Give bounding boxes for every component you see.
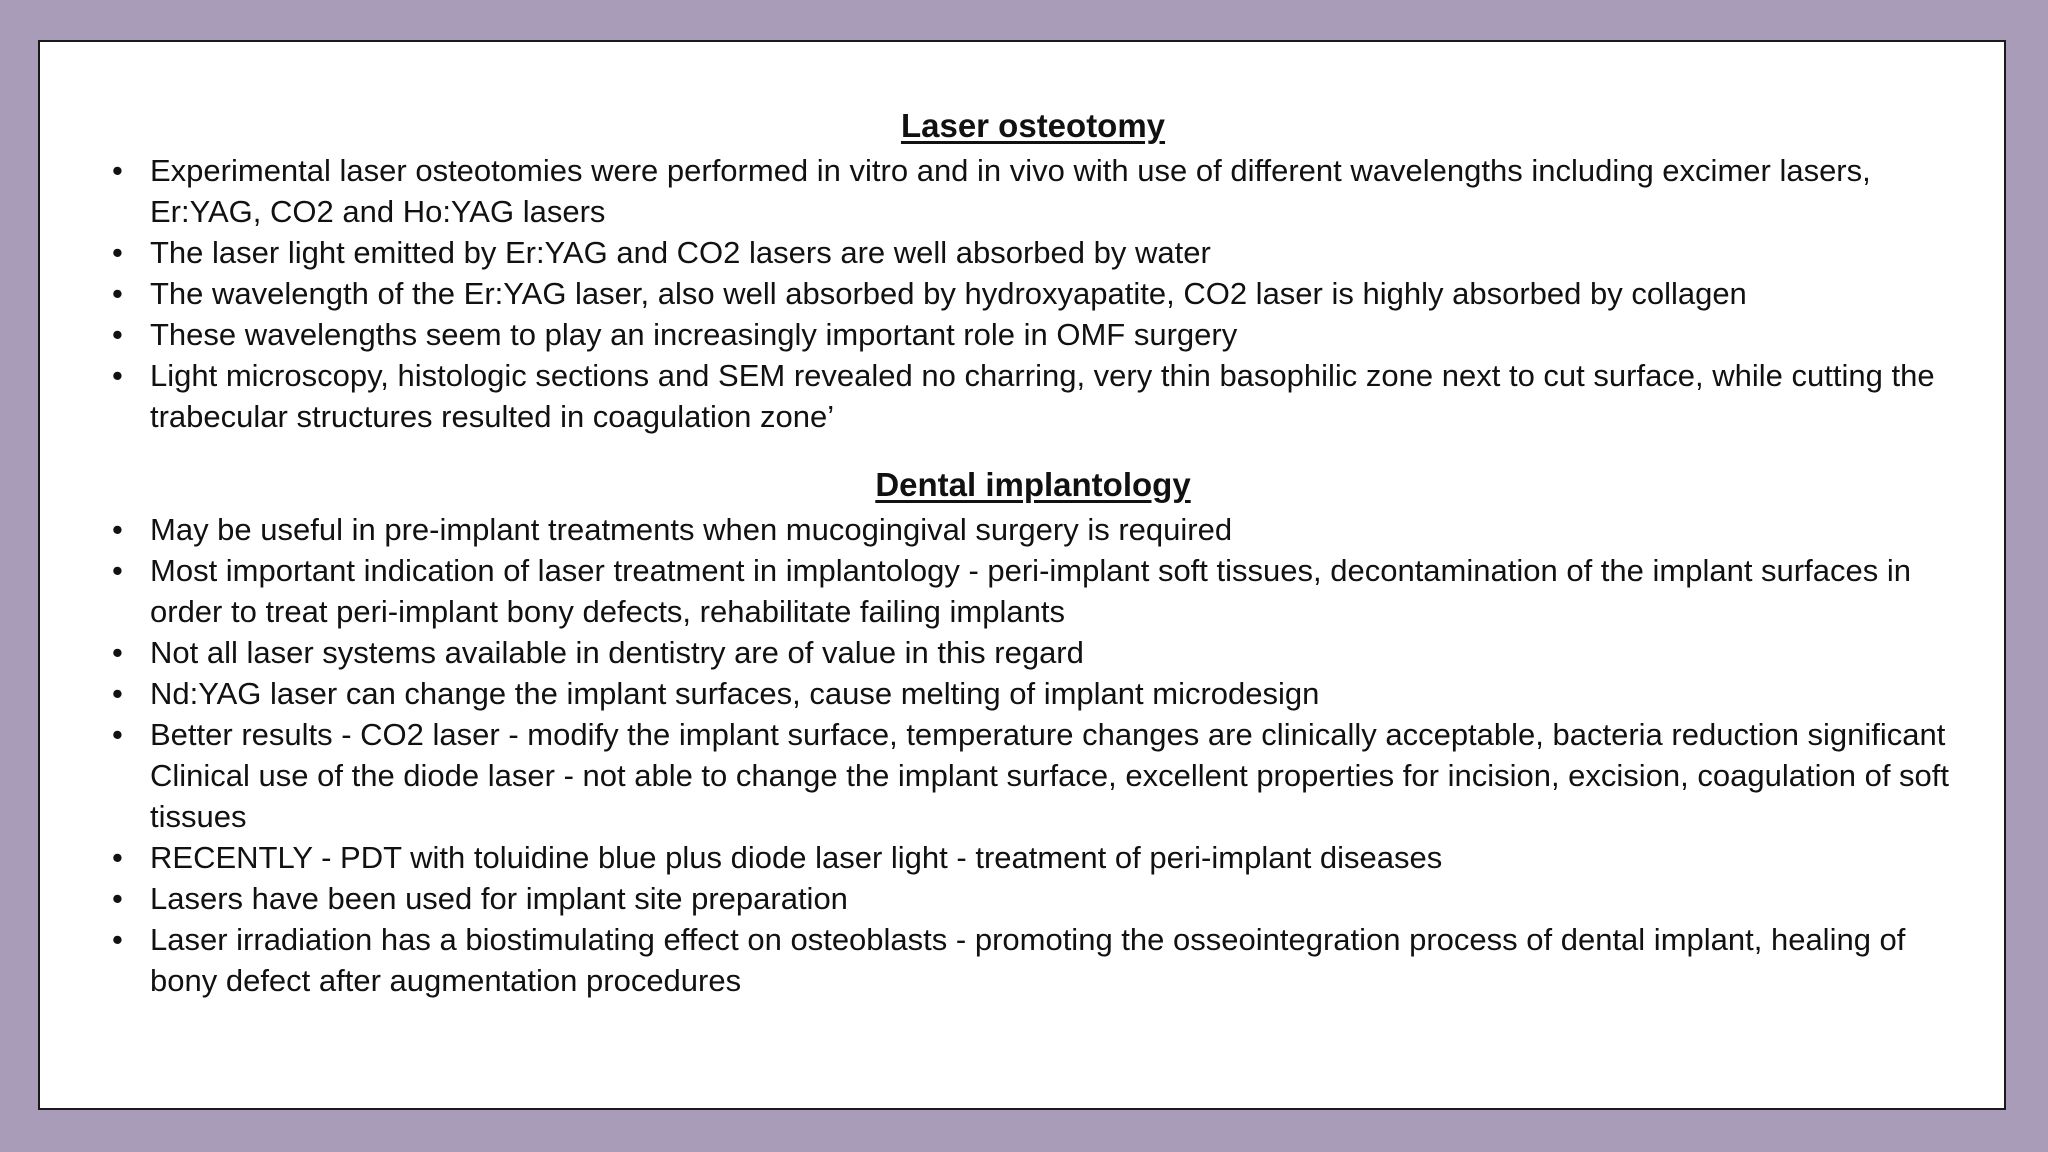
bullet-text: The wavelength of the Er:YAG laser, also well absorbed by hydroxyapatite, CO2 laser is highly absorbed by collagen [150,276,1747,311]
bullet-item [112,878,1964,919]
bullet-text: Most important indication of laser treatment in implantology - peri-implant soft tissues, decontamination of the implant surfaces in order to treat peri-implant bony defects, rehabilitate failing implants [150,553,1911,629]
bullet-text: Nd:YAG laser can change the implant surfaces, cause melting of implant microdesign [150,676,1320,711]
bullet-icon: • [112,276,123,311]
bullet-item [112,273,1964,314]
bullet-icon: • [112,717,123,752]
bullet-text: The laser light emitted by Er:YAG and CO2 lasers are well absorbed by water [150,235,1211,270]
bullet-icon: • [112,512,123,547]
bullet-item [112,919,1964,1001]
slide [38,40,2006,1110]
bullet-item [112,837,1964,878]
bullet-text: Laser irradiation has a biostimulating effect on osteoblasts - promoting the osseointegration process of dental implant, healing of bony defect after augmentation procedures [150,922,1906,998]
bullet-item [112,714,1964,837]
bullet-icon: • [112,235,123,270]
bullet-item [112,632,1964,673]
bullet-icon: • [112,358,123,393]
bullet-icon: • [112,840,123,875]
bullet-icon: • [112,153,123,188]
bullet-text: Experimental laser osteotomies were performed in vitro and in vivo with use of different wavelengths including excimer lasers, Er:YAG, CO2 and Ho:YAG lasers [150,153,1871,229]
bullet-icon: • [112,635,123,670]
bullet-text: Not all laser systems available in dentistry are of value in this regard [150,635,1084,670]
bullet-icon: • [112,317,123,352]
bullet-icon: • [112,881,123,916]
bullet-list-laser-osteotomy [112,150,1964,437]
bullet-icon: • [112,922,123,957]
bullet-item [112,314,1964,355]
bullet-item [112,673,1964,714]
bullet-item [112,232,1964,273]
slide-content [40,102,2004,1001]
bullet-text: May be useful in pre-implant treatments when mucogingival surgery is required [150,512,1233,547]
bullet-icon: • [112,676,123,711]
bullet-text: These wavelengths seem to play an increasingly important role in OMF surgery [150,317,1238,352]
bullet-text: Better results - CO2 laser - modify the implant surface, temperature changes are clinically acceptable, bacteria reduction significant Clinical use of the diode laser - not able to change the implant surface, excellent properties for incision, excision, coagulation of soft tissues [150,717,1950,834]
bullet-text: RECENTLY - PDT with toluidine blue plus diode laser light - treatment of peri-implant diseases [150,840,1443,875]
section-heading-dental-implantology: Dental implantology [875,466,1191,503]
bullet-item [112,150,1964,232]
bullet-item [112,509,1964,550]
bullet-item [112,550,1964,632]
section-spacer [112,437,1964,461]
bullet-item [112,355,1964,437]
bullet-list-dental-implantology [112,509,1964,1001]
bullet-text: Light microscopy, histologic sections and SEM revealed no charring, very thin basophilic zone next to cut surface, while cutting the trabecular structures resulted in coagulation zone’ [150,358,1935,434]
section-heading-laser-osteotomy: Laser osteotomy [900,107,1166,144]
bullet-icon: • [112,553,123,588]
bullet-text: Lasers have been used for implant site preparation [150,881,848,916]
